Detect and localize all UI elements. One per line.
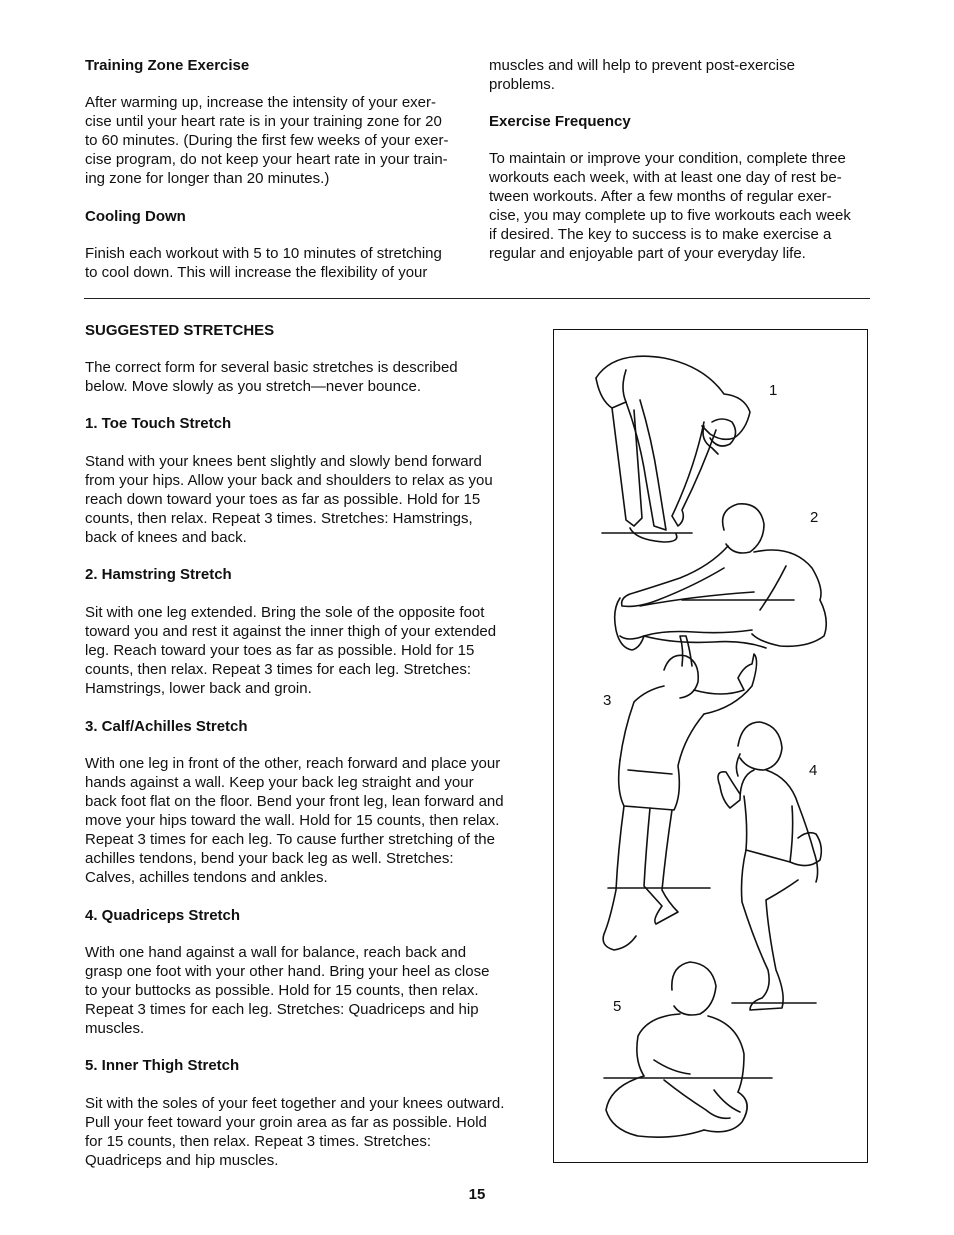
stretch-3-heading: 3. Calf/Achilles Stretch [85, 718, 248, 735]
section-divider [84, 298, 870, 299]
stretch-2-text: Sit with one leg extended. Bring the sole of the opposite foot toward you and rest it against the inner thigh of your extended leg. Reach toward your toes as far as possible. Hold for 15 counts, then relax. Repeat 3 times for each leg. Stretches: Hamstrings, lower back and groin. [85, 604, 497, 697]
stretch-2-heading: 2. Hamstring Stretch [85, 566, 232, 583]
top-left-column [85, 56, 475, 282]
figure-calf-stretch [603, 636, 756, 950]
top-right-column [489, 56, 874, 263]
figure-label-3: 3 [603, 692, 612, 709]
stretch-5-heading: 5. Inner Thigh Stretch [85, 1057, 240, 1074]
figure-label-2: 2 [810, 509, 819, 526]
stretch-1-heading: 1. Toe Touch Stretch [85, 415, 232, 432]
stretch-figures-drawing [554, 330, 869, 1164]
figure-quad-stretch [718, 722, 821, 1010]
stretches-column [85, 321, 535, 1170]
cooling-down-text: Finish each workout with 5 to 10 minutes of stretching to cool down. This will increase the flexibility of your [85, 245, 442, 281]
stretch-5-text: Sit with the soles of your feet together and your knees outward. Pull your feet toward your groin area as far as possible. Hold for 15 counts, then relax. Repeat 3 times. Stretches: Quadriceps and hip muscles. [85, 1095, 505, 1169]
stretches-intro: The correct form for several basic stretches is described below. Move slowly as you stretch—never bounce. [85, 359, 458, 395]
figure-hamstring [615, 504, 827, 650]
figure-toe-touch [596, 356, 750, 542]
stretch-1-text: Stand with your knees bent slightly and slowly bend forward from your hips. Allow your back and shoulders to relax as you reach down toward your toes as far as possible. Hold for 15 counts, then relax. Repeat 3 times. Stretches: Hamstrings, back of knees and back. [85, 453, 493, 546]
figure-inner-thigh [604, 962, 772, 1137]
stretch-4-text: With one hand against a wall for balance, reach back and grasp one foot with your other hand. Bring your heel as close to your buttocks as possible. Hold for 15 counts, then relax. Repeat 3 times for each leg. Stretches: Quadriceps and hip muscles. [85, 944, 490, 1037]
figure-label-5: 5 [613, 998, 622, 1015]
exercise-frequency-text: To maintain or improve your condition, complete three workouts each week, with at least one day of rest be- tween workouts. After a few months of regular exer- cise, you may complete up to five workouts each week if desired. The key to success is to make exercise a regular and enjoyable part of your everyday life. [489, 150, 851, 262]
page-number: 15 [468, 1186, 486, 1203]
stretches-title: SUGGESTED STRETCHES [85, 322, 275, 339]
stretch-3-text: With one leg in front of the other, reach forward and place your hands against a wall. Keep your back leg straight and your back foot flat on the floor. Bend your front leg, lean forward and move your hips toward the wall. Hold for 15 counts, then relax. Repeat 3 times for each leg. To cause further stretching of the achilles tendons, bend your back leg as well. Stretches: Calves, achilles tendons and ankles. [85, 755, 504, 886]
heading-cooling-down: Cooling Down [85, 208, 186, 225]
figure-label-4: 4 [809, 762, 818, 779]
figure-label-1: 1 [769, 382, 778, 399]
heading-training-zone: Training Zone Exercise [85, 57, 250, 74]
heading-exercise-frequency: Exercise Frequency [489, 113, 631, 130]
training-zone-text: After warming up, increase the intensity of your exer- cise until your heart rate is in your training zone for 20 to 60 minutes. (During the first few weeks of your exer- cise program, do not keep your heart rate in your train- ing zone for longer than 20 minutes.) [85, 94, 449, 187]
cooling-down-continued-text: muscles and will help to prevent post-exercise problems. [489, 57, 795, 93]
stretches-illustration [553, 329, 868, 1163]
stretch-4-heading: 4. Quadriceps Stretch [85, 907, 241, 924]
